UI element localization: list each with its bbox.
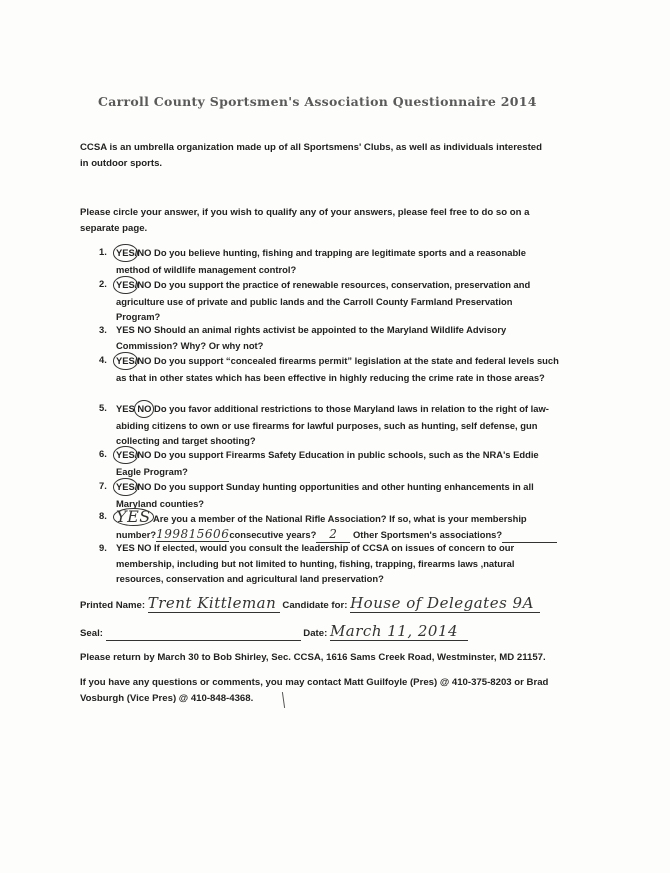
membership-number-value: 199815606 bbox=[156, 526, 230, 541]
printed-name-label: Printed Name: bbox=[80, 600, 146, 611]
seal-label: Seal: bbox=[80, 628, 103, 639]
candidate-label: Candidate for: bbox=[282, 600, 348, 611]
no-option: NO bbox=[137, 355, 152, 366]
question-4: 4. YES/NO Do you support “concealed firearms permit” legislation at the state and federal levels such as that in other states which has been effective in highly reducing the crime rate in those areas? bbox=[99, 354, 559, 383]
printed-name-value: Trent Kittleman bbox=[148, 594, 280, 613]
printed-name-row bbox=[80, 594, 540, 613]
question-text: Do you believe hunting, fishing and trapping are legitimate sports and a reasonable method of wildlife management control? bbox=[116, 247, 526, 275]
question-text: Do you support Firearms Safety Education in public schools, such as the NRA's Eddie Eagle Program? bbox=[116, 449, 539, 477]
question-number: 9. bbox=[99, 542, 107, 553]
question-text: Are you a member of the National Rifle Association? If so, what is your membership bbox=[152, 513, 527, 524]
question-text: Should an animal rights activist be appointed to the Maryland Wildlife Advisory Commission? Why? Or why not? bbox=[116, 324, 507, 351]
question-number: 6. bbox=[99, 448, 107, 459]
question-number: 8. bbox=[99, 510, 107, 521]
question-5 bbox=[99, 400, 559, 449]
circled-yes: YES bbox=[113, 244, 138, 262]
seal-line bbox=[106, 628, 301, 641]
question-number: 4. bbox=[99, 354, 107, 365]
no-option: NO bbox=[137, 324, 152, 335]
circled-yes: YES bbox=[113, 352, 138, 370]
question-text: Do you support “concealed firearms permit” legislation at the state and federal levels such as that in other states which has been effective in highly reducing the crime rate in those areas? bbox=[116, 355, 559, 383]
other-associations-label: Other Sportsmen's associations? bbox=[352, 528, 503, 540]
question-8 bbox=[99, 508, 559, 543]
years-label: consecutive years? bbox=[229, 528, 317, 540]
no-option: NO bbox=[137, 542, 152, 553]
membership-number-label: number? bbox=[116, 528, 157, 540]
question-number: 2. bbox=[99, 278, 107, 289]
seal-date-row bbox=[80, 622, 468, 641]
date-label: Date: bbox=[303, 628, 328, 639]
question-1: 1. YES/NO Do you believe hunting, fishing and trapping are legitimate sports and a reasonable method of wildlife management control? bbox=[99, 246, 526, 275]
question-9 bbox=[99, 540, 559, 587]
page-title: Carroll County Sportsmen's Association Questionnaire 2014 bbox=[98, 94, 537, 109]
no-option: NO bbox=[137, 279, 152, 290]
circled-yes: YES bbox=[113, 276, 138, 294]
question-text: Do you support the practice of renewable resources, conservation, preservation and agriculture use of private and public lands and the Carroll County Farmland Preservation Program? bbox=[116, 279, 531, 323]
question-number: 1. bbox=[99, 246, 107, 257]
question-number: 5. bbox=[99, 402, 107, 413]
instructions-paragraph: Please circle your answer, if you wish to qualify any of your answers, please feel free to do so on a separate page. bbox=[80, 207, 530, 234]
question-text: Do you favor additional restrictions to those Maryland laws in relation to the right of law-abiding citizens to own or use firearms for lawful purposes, such as hunting, self defense, gun collecting and target shooting? bbox=[116, 403, 549, 447]
handwritten-yes: YES bbox=[113, 508, 154, 526]
question-7: 7. YES/NO Do you support Sunday hunting opportunities and other hunting enhancements in all Maryland counties? bbox=[99, 480, 534, 509]
question-text: Do you support Sunday hunting opportunities and other hunting enhancements in all Maryland counties? bbox=[116, 481, 534, 509]
contact-note: If you have any questions or comments, you may contact Matt Guilfoyle (Pres) @ 410-375-8203 or Brad Vosburgh (Vice Pres) @ 410-848-4368. bbox=[80, 677, 549, 704]
question-number: 7. bbox=[99, 480, 107, 491]
circled-no: NO bbox=[134, 400, 154, 418]
no-option: NO bbox=[137, 481, 152, 492]
date-value: March 11, 2014 bbox=[330, 622, 468, 641]
question-2: 2. YES/NO Do you support the practice of renewable resources, conservation, preservation and agriculture use of private and public lands and the Carroll County Farmland Preservation Program? bbox=[99, 278, 531, 323]
no-option: NO bbox=[137, 449, 152, 460]
question-6: 6. YES/NO Do you support Firearms Safety Education in public schools, such as the NRA's Eddie Eagle Program? bbox=[99, 448, 539, 477]
question-text: If elected, would you consult the leadership of CCSA on issues of concern to our membership, including but not limited to hunting, fishing, trapping, firearms laws ,natural resources, conservation and agricultural land preservation? bbox=[116, 542, 515, 585]
circled-yes: YES bbox=[113, 478, 138, 496]
candidate-value: House of Delegates 9A bbox=[350, 594, 540, 613]
yes-option: YES bbox=[116, 403, 135, 414]
question-number: 3. bbox=[99, 324, 107, 335]
years-value: 2 bbox=[316, 527, 350, 544]
circled-yes: YES bbox=[113, 446, 138, 464]
no-option: NO bbox=[137, 247, 152, 258]
yes-option: YES bbox=[116, 542, 135, 553]
intro-paragraph: CCSA is an umbrella organization made up of all Sportsmens' Clubs, as well as individuals interested in outdoor sports. bbox=[80, 142, 542, 169]
yes-option: YES bbox=[116, 324, 135, 335]
return-note: Please return by March 30 to Bob Shirley, Sec. CCSA, 1616 Sams Creek Road, Westminster, MD 21157. bbox=[80, 652, 546, 663]
question-3 bbox=[99, 322, 559, 353]
